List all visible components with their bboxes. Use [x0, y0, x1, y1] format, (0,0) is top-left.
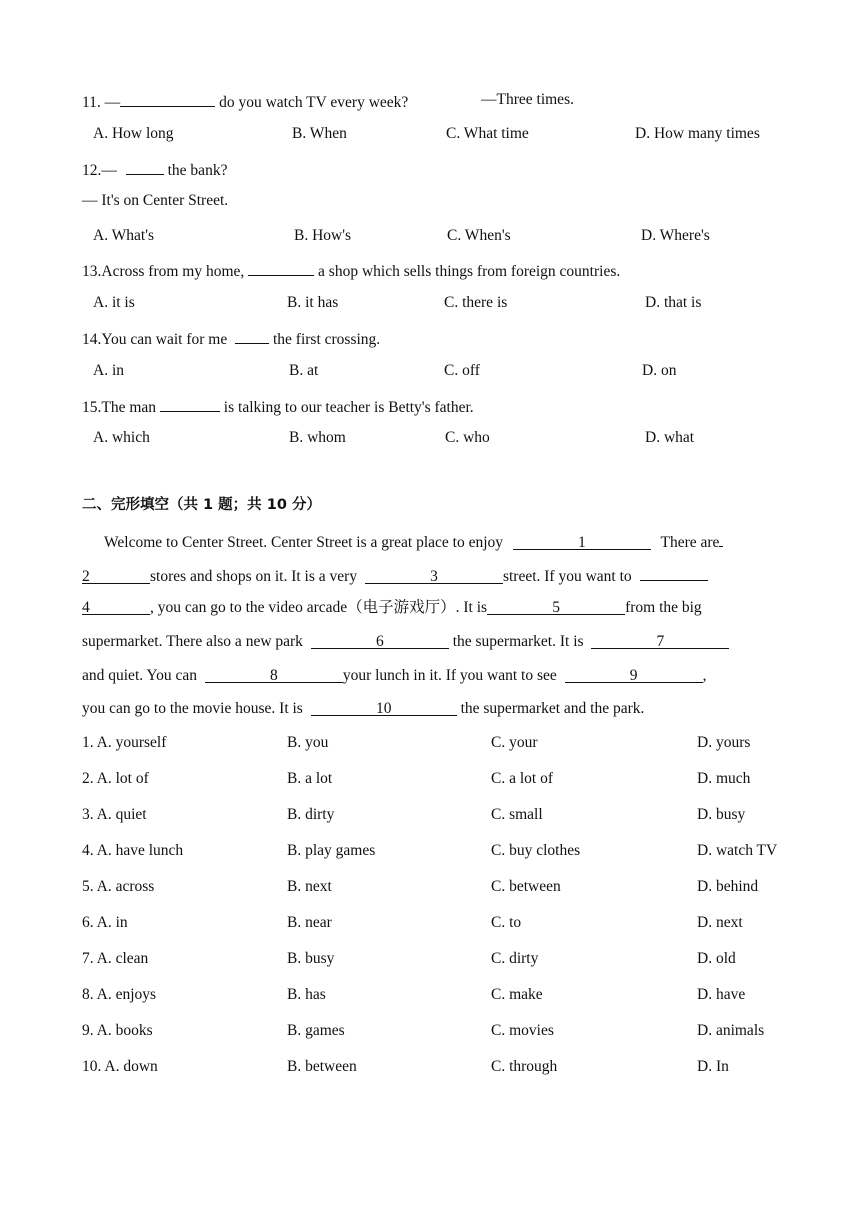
q15-option-d[interactable]: D. what [645, 429, 695, 446]
q12-option-b[interactable]: B. How's [294, 227, 352, 244]
cloze-4-option-c[interactable]: C. buy clothes [491, 842, 581, 859]
cloze-blank-9[interactable]: 9 [565, 666, 703, 683]
cloze-3-option-a[interactable]: 3. A. quiet [82, 806, 147, 823]
cloze-4-option-d[interactable]: D. watch TV [697, 842, 778, 859]
cloze-10-option-b[interactable]: B. between [287, 1058, 357, 1075]
cloze-8-option-d[interactable]: D. have [697, 986, 746, 1003]
cloze-10-option-a[interactable]: 10. A. down [82, 1058, 158, 1075]
q11-option-c[interactable]: C. What time [446, 125, 529, 142]
cloze-2-option-b[interactable]: B. a lot [287, 770, 333, 787]
cloze-4-option-b[interactable]: B. play games [287, 842, 376, 859]
cloze-2-option-a[interactable]: 2. A. lot of [82, 770, 149, 787]
q14-option-b[interactable]: B. at [289, 362, 319, 379]
cloze-5-option-d[interactable]: D. behind [697, 878, 759, 895]
q15-option-c[interactable]: C. who [445, 429, 490, 446]
cloze-9-option-d[interactable]: D. animals [697, 1022, 765, 1039]
cloze-2-option-d[interactable]: D. much [697, 770, 751, 787]
cloze-8-option-c[interactable]: C. make [491, 986, 543, 1003]
q12-option-a[interactable]: A. What's [93, 227, 155, 244]
answer-blank[interactable] [235, 327, 269, 344]
cloze-5-option-b[interactable]: B. next [287, 878, 332, 895]
q11-answer: —Three times. [481, 91, 574, 108]
cloze-7-option-b[interactable]: B. busy [287, 950, 335, 967]
q12-option-c[interactable]: C. When's [447, 227, 511, 244]
section-heading: 二、完形填空（共 1 题；共 10 分） [82, 497, 321, 513]
cloze-blank-4[interactable]: 4 [82, 598, 150, 615]
q11-option-a[interactable]: A. How long [93, 125, 174, 142]
passage-line-5: and quiet. You can 8 your lunch in it. If you want to see 9 , [82, 667, 707, 684]
q14-option-d[interactable]: D. on [642, 362, 677, 379]
cloze-6-option-b[interactable]: B. near [287, 914, 332, 931]
q12-answer: — It's on Center Street. [82, 192, 229, 209]
passage-line-3: 4 , you can go to the video arcade（电子游戏厅）. It is 5 from the big [82, 599, 702, 616]
cloze-3-option-b[interactable]: B. dirty [287, 806, 335, 823]
question-13: 13.Across from my home, a shop which sells things from foreign countries. [82, 259, 620, 282]
answer-blank[interactable] [120, 90, 215, 107]
q13-option-c[interactable]: C. there is [444, 294, 508, 311]
q12-option-d[interactable]: D. Where's [641, 227, 710, 244]
cloze-4-option-a[interactable]: 4. A. have lunch [82, 842, 184, 859]
cloze-blank-1[interactable]: 1 [513, 533, 651, 550]
cloze-blank-8[interactable]: 8 [205, 666, 343, 683]
cloze-6-option-a[interactable]: 6. A. in [82, 914, 128, 931]
q15-option-b[interactable]: B. whom [289, 429, 346, 446]
passage-line-1: Welcome to Center Street. Center Street is a great place to enjoy 1 There are [104, 530, 723, 553]
cloze-2-option-c[interactable]: C. a lot of [491, 770, 553, 787]
cloze-6-option-c[interactable]: C. to [491, 914, 522, 931]
cloze-1-option-c[interactable]: C. your [491, 734, 538, 751]
q14-option-a[interactable]: A. in [93, 362, 124, 379]
cloze-8-option-b[interactable]: B. has [287, 986, 326, 1003]
cloze-blank-10[interactable]: 10 [311, 699, 457, 716]
passage-line-6: you can go to the movie house. It is 10 the supermarket and the park. [82, 700, 645, 717]
cloze-7-option-a[interactable]: 7. A. clean [82, 950, 149, 967]
question-15: 15.The man is talking to our teacher is Betty's father. [82, 395, 474, 418]
q13-option-b[interactable]: B. it has [287, 294, 339, 311]
answer-blank[interactable] [160, 395, 220, 412]
cloze-7-option-d[interactable]: D. old [697, 950, 736, 967]
question-14: 14.You can wait for me the first crossing. [82, 327, 380, 350]
q11-option-b[interactable]: B. When [292, 125, 347, 142]
cloze-8-option-a[interactable]: 8. A. enjoys [82, 986, 157, 1003]
cloze-5-option-a[interactable]: 5. A. across [82, 878, 155, 895]
cloze-1-option-d[interactable]: D. yours [697, 734, 751, 751]
question-12: 12.— the bank? [82, 158, 227, 181]
cloze-3-option-c[interactable]: C. small [491, 806, 543, 823]
q13-option-a[interactable]: A. it is [93, 294, 135, 311]
cloze-9-option-a[interactable]: 9. A. books [82, 1022, 153, 1039]
cloze-blank-2[interactable]: 2 [82, 567, 150, 584]
passage-line-2: 2 stores and shops on it. It is a very 3 street. If you want to [82, 564, 708, 587]
cloze-9-option-b[interactable]: B. games [287, 1022, 345, 1039]
q13-option-d[interactable]: D. that is [645, 294, 702, 311]
answer-blank[interactable] [248, 259, 314, 276]
answer-blank[interactable] [126, 158, 164, 175]
cloze-10-option-c[interactable]: C. through [491, 1058, 558, 1075]
question-11: 11. — do you watch TV every week? [82, 90, 408, 113]
cloze-blank-6[interactable]: 6 [311, 632, 449, 649]
q15-option-a[interactable]: A. which [93, 429, 150, 446]
cloze-10-option-d[interactable]: D. In [697, 1058, 729, 1075]
cloze-blank-7[interactable]: 7 [591, 632, 729, 649]
cloze-7-option-c[interactable]: C. dirty [491, 950, 539, 967]
cloze-1-option-b[interactable]: B. you [287, 734, 329, 751]
q14-option-c[interactable]: C. off [444, 362, 480, 379]
cloze-1-option-a[interactable]: 1. A. yourself [82, 734, 167, 751]
passage-line-4: supermarket. There also a new park 6 the supermarket. It is 7 [82, 632, 729, 652]
cloze-blank-5[interactable]: 5 [487, 598, 625, 615]
cloze-blank-3[interactable]: 3 [365, 567, 503, 584]
cloze-9-option-c[interactable]: C. movies [491, 1022, 554, 1039]
cloze-6-option-d[interactable]: D. next [697, 914, 743, 931]
cloze-5-option-c[interactable]: C. between [491, 878, 561, 895]
cloze-3-option-d[interactable]: D. busy [697, 806, 746, 823]
q11-option-d[interactable]: D. How many times [635, 125, 760, 142]
